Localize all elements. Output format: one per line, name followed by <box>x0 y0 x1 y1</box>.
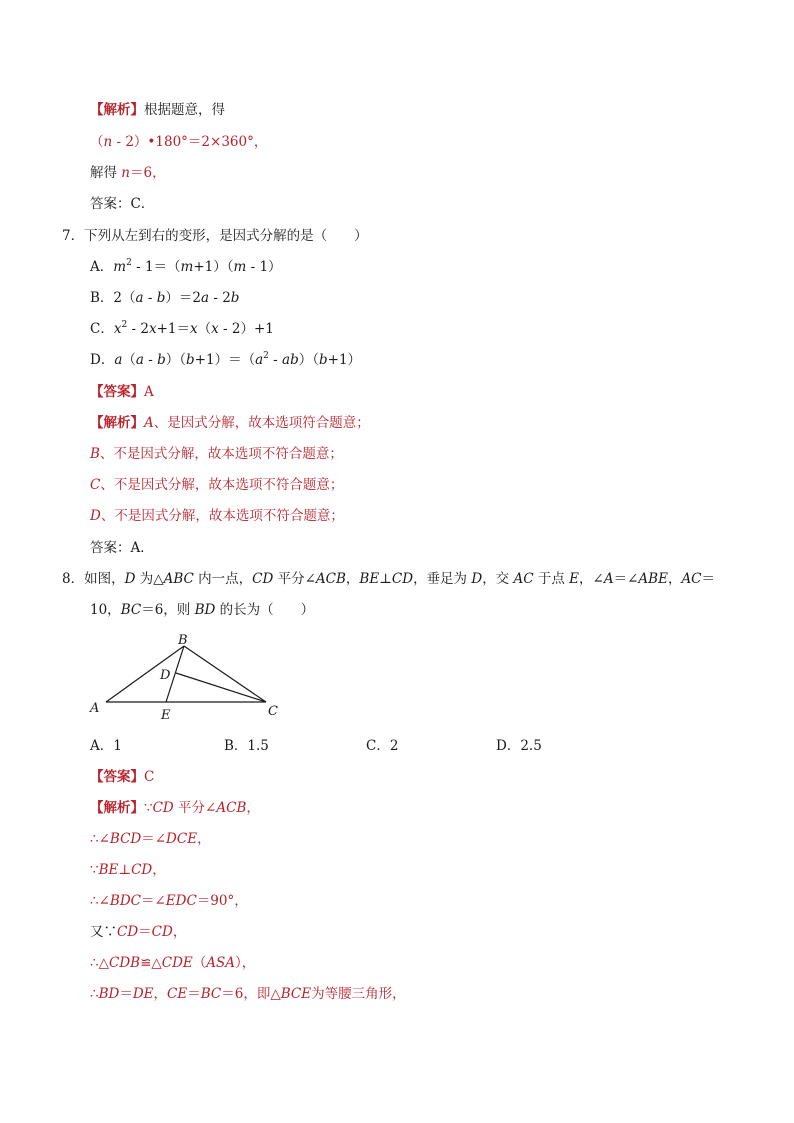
q8-analysis-2 <box>90 829 211 849</box>
t: ＝90°， <box>196 893 248 909</box>
m: AC <box>513 571 534 587</box>
t: ， <box>172 924 187 940</box>
triangle-figure <box>88 630 288 725</box>
m: a <box>135 290 144 306</box>
q8-option-a: A．1 <box>90 738 122 754</box>
m: a <box>135 352 144 368</box>
m: D <box>90 508 101 524</box>
q8-stem-line2 <box>90 600 314 620</box>
point-label-e: E <box>161 708 171 723</box>
m: CD <box>391 571 414 587</box>
eq-var: n <box>103 134 113 150</box>
t: ， <box>153 986 168 1002</box>
m: C <box>90 477 101 493</box>
q8-analysis-1 <box>90 798 260 818</box>
t: - 1＝（ <box>131 259 181 275</box>
t: ∴∠ <box>90 831 110 847</box>
m: ACB <box>216 800 247 816</box>
segment-cd <box>176 673 266 702</box>
sol-var: n <box>121 165 130 181</box>
m: CD <box>131 862 153 878</box>
t: 、是因式分解，故本选项符合题意； <box>153 415 370 431</box>
t: ＝∠ <box>140 893 166 909</box>
t: 、不是因式分解，故本选项不符合题意； <box>100 477 344 493</box>
t: 于点 <box>533 571 570 587</box>
answer-value: C <box>144 769 155 785</box>
q8-stem-line1 <box>62 569 715 589</box>
t: ⊥ <box>118 862 132 878</box>
m: CE <box>167 986 188 1002</box>
m: BE <box>359 571 380 587</box>
t: ）， <box>235 955 256 971</box>
point-label-c: C <box>268 704 278 719</box>
m: BC <box>120 602 142 618</box>
q7-analysis-c <box>90 475 343 495</box>
t: - 1） <box>246 259 282 275</box>
m: BCD <box>109 831 142 847</box>
m: BD <box>194 602 216 618</box>
m: B <box>90 446 100 462</box>
t: ⊥ <box>379 571 392 587</box>
m: b <box>230 290 240 306</box>
answer-text: 答案：C． <box>90 196 155 212</box>
q8-analysis-5 <box>90 922 186 942</box>
t: ＝∠ <box>141 831 167 847</box>
segment-ab <box>106 646 184 702</box>
t: - 2 <box>209 290 231 306</box>
t: ）（ <box>165 352 187 368</box>
m: x <box>211 321 219 337</box>
m: m <box>113 259 127 275</box>
t: ， <box>667 571 682 587</box>
t: +1） <box>327 352 362 368</box>
m: E <box>569 571 580 587</box>
exp: 2 <box>263 351 269 361</box>
point-label-a: A <box>90 701 100 716</box>
m: D <box>124 571 136 587</box>
m: CD <box>152 800 174 816</box>
q7-option-b <box>90 288 239 308</box>
t: - <box>143 352 158 368</box>
t: 内一点， <box>193 571 253 587</box>
sol-part: 解得 <box>90 165 122 181</box>
q8-option-d: D．2.5 <box>496 738 542 754</box>
m: ABE <box>638 571 668 587</box>
m: AC <box>681 571 702 587</box>
t: ＝6，则 <box>141 602 195 618</box>
t: ＝ <box>701 571 716 587</box>
answer-tag: 【答案】 <box>90 769 144 785</box>
m: x <box>189 321 198 337</box>
m: CD <box>117 924 139 940</box>
m: b <box>156 290 166 306</box>
option-label: C． <box>90 321 114 337</box>
answer-value: A <box>144 384 154 400</box>
m: b <box>157 352 166 368</box>
t: （ <box>122 352 136 368</box>
q8-answer-tag-line <box>90 767 154 787</box>
eq-part: （ <box>90 134 104 150</box>
t: ＝ <box>138 924 152 940</box>
t: - <box>143 290 157 306</box>
m: BDC <box>109 893 141 909</box>
t: +1）＝（ <box>194 352 256 368</box>
m: m <box>233 259 247 275</box>
t: 2（ <box>113 290 136 306</box>
t: - <box>268 352 283 368</box>
t: 10， <box>90 602 121 618</box>
analysis-text: 根据题意，得 <box>144 102 225 118</box>
t: 的长为（ ） <box>215 602 315 618</box>
q7-analysis-a <box>90 413 370 433</box>
segment-bc <box>184 646 266 702</box>
m: BCE <box>280 986 312 1002</box>
m: CD <box>252 571 274 587</box>
m: x <box>148 321 157 337</box>
q8-analysis-7 <box>90 984 406 1004</box>
analysis-tag: 【解析】 <box>90 415 144 431</box>
t: 为△ <box>135 571 164 587</box>
t: - 2）+1 <box>218 321 274 337</box>
m: CDB <box>108 955 141 971</box>
t: +1）（ <box>193 259 234 275</box>
q8-analysis-3 <box>90 860 166 880</box>
q7-option-a <box>90 257 282 277</box>
q8-option-b: B．1.5 <box>224 738 269 754</box>
m: D <box>471 571 483 587</box>
t: ， <box>246 800 260 816</box>
t: ∴ <box>90 986 99 1002</box>
t: ＝ <box>119 986 133 1002</box>
t: ）（ <box>298 352 319 368</box>
t: ＝ <box>187 986 201 1002</box>
q7-option-d <box>90 350 361 370</box>
exp: 2 <box>121 320 128 330</box>
option-label: D． <box>90 352 115 368</box>
t: 为等腰三角形， <box>311 986 406 1002</box>
m: ACB <box>315 571 346 587</box>
m: A <box>603 571 614 587</box>
m: x <box>113 321 122 337</box>
q7-analysis-b <box>90 444 343 464</box>
m: DCE <box>166 831 198 847</box>
m: a <box>255 352 264 368</box>
t: ∴△ <box>90 955 109 971</box>
m: ab <box>282 352 299 368</box>
prev-equation <box>90 132 267 152</box>
t: 平分∠ <box>273 571 316 587</box>
q8-analysis-4 <box>90 891 248 911</box>
m: a <box>200 290 210 306</box>
t: ，交 <box>482 571 514 587</box>
t: 平分∠ <box>173 800 217 816</box>
t: （ <box>197 321 212 337</box>
option-label: B． <box>90 290 114 306</box>
sol-part: ＝6， <box>130 165 166 181</box>
m: ABC <box>163 571 194 587</box>
m: CDE <box>161 955 193 971</box>
q7-answer: 答案：A． <box>90 540 154 556</box>
m: BC <box>200 986 222 1002</box>
t: ∴∠ <box>90 893 110 909</box>
t: 、不是因式分解，故本选项不符合题意； <box>99 446 343 462</box>
answer-tag: 【答案】 <box>90 384 144 400</box>
t: ）＝2 <box>165 290 201 306</box>
t: ，∠ <box>579 571 604 587</box>
m: EDC <box>165 893 197 909</box>
t: +1＝ <box>156 321 190 337</box>
t: ＝6，即△ <box>221 986 281 1002</box>
m: a <box>114 352 123 368</box>
prev-answer <box>90 194 154 214</box>
t: ， <box>197 831 211 847</box>
m: DE <box>132 986 154 1002</box>
t: ， <box>152 862 166 878</box>
exp: 2 <box>126 258 132 268</box>
q7-option-c <box>90 319 274 339</box>
t: 、不是因式分解，故本选项不符合题意； <box>100 508 344 524</box>
m: CD <box>151 924 173 940</box>
eq-part: - 2）•180°＝2×360°， <box>112 134 268 150</box>
t: ＝∠ <box>613 571 639 587</box>
point-label-d: D <box>160 668 171 683</box>
q8-option-c: C．2 <box>366 738 399 754</box>
analysis-tag: 【解析】 <box>90 800 144 816</box>
t: 8．如图， <box>62 571 125 587</box>
q7-answer-tag-line <box>90 382 154 402</box>
t: （ <box>192 955 207 971</box>
t: ∵ <box>90 862 99 878</box>
t: ， <box>345 571 360 587</box>
t: 又∵ <box>90 924 117 940</box>
t: - 2 <box>127 321 149 337</box>
t: ，垂足为 <box>413 571 472 587</box>
option-label: A． <box>90 259 114 275</box>
q7-stem: 7．下列从左到右的变形，是因式分解的是（ ） <box>62 228 368 244</box>
analysis-tag: 【解析】 <box>90 102 144 118</box>
prev-solution <box>90 163 166 183</box>
m: m <box>180 259 194 275</box>
q8-analysis-6 <box>90 953 255 973</box>
q7-analysis-d <box>90 506 344 526</box>
t: ∵ <box>144 800 153 816</box>
m: BE <box>98 862 119 878</box>
m: BD <box>98 986 120 1002</box>
point-label-b: B <box>178 633 188 648</box>
m: A <box>144 415 154 431</box>
m: b <box>318 352 328 368</box>
m: b <box>186 352 195 368</box>
prev-analysis-line <box>90 100 225 120</box>
t: ≌△ <box>140 955 162 971</box>
m: ASA <box>206 955 236 971</box>
